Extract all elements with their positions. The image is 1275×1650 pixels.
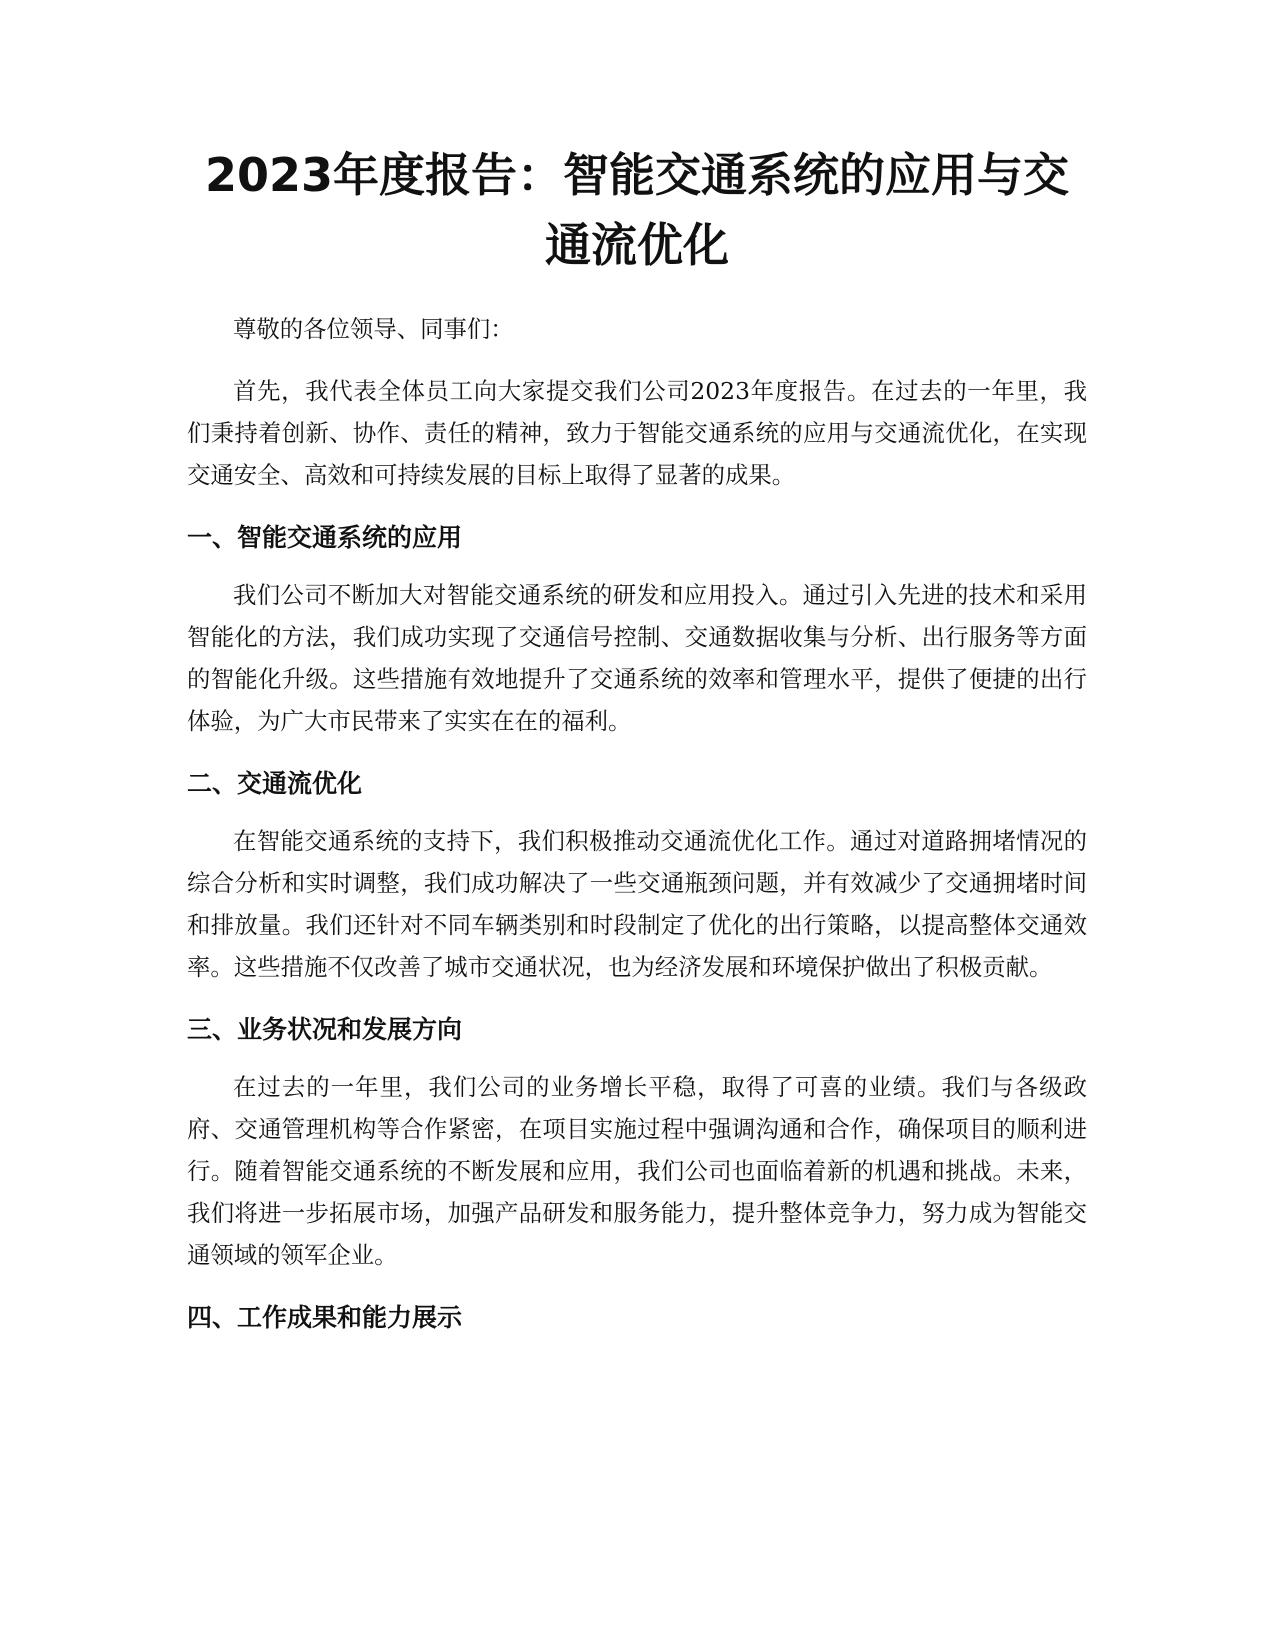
section-heading-1: 一、智能交通系统的应用 bbox=[187, 523, 463, 552]
document-body bbox=[187, 140, 1087, 1354]
salutation: 尊敬的各位领导、同事们： bbox=[233, 315, 514, 343]
intro-paragraph: 首先，我代表全体员工向大家提交我们公司2023年度报告。在过去的一年里，我们秉持着创新、协作、责任的精神，致力于智能交通系统的应用与交通流优化，在实现交通安全、高效和可持续发展的目标上取得了显著的成果。 bbox=[187, 377, 1087, 489]
section-paragraph-2: 在智能交通系统的支持下，我们积极推动交通流优化工作。通过对道路拥堵情况的综合分析和实时调整，我们成功解决了一些交通瓶颈问题，并有效减少了交通拥堵时间和排放量。我们还针对不同车辆类别和时段制定了优化的出行策略，以提高整体交通效率。这些措施不仅改善了城市交通状况，也为经济发展和环境保护做出了积极贡献。 bbox=[187, 827, 1087, 981]
section-heading-3: 三、业务状况和发展方向 bbox=[187, 1015, 463, 1044]
section-heading-2: 二、交通流优化 bbox=[187, 769, 363, 798]
section-paragraph-1: 我们公司不断加大对智能交通系统的研发和应用投入。通过引入先进的技术和采用智能化的方法，我们成功实现了交通信号控制、交通数据收集与分析、出行服务等方面的智能化升级。这些措施有效地提升了交通系统的效率和管理水平，提供了便捷的出行体验，为广大市民带来了实实在在的福利。 bbox=[187, 581, 1087, 735]
section-paragraph-3: 在过去的一年里，我们公司的业务增长平稳，取得了可喜的业绩。我们与各级政府、交通管理机构等合作紧密，在项目实施过程中强调沟通和合作，确保项目的顺利进行。随着智能交通系统的不断发展和应用，我们公司也面临着新的机遇和挑战。未来，我们将进一步拓展市场，加强产品研发和服务能力，提升整体竞争力，努力成为智能交通领域的领军企业。 bbox=[187, 1073, 1087, 1269]
document-title: 2023年度报告：智能交通系统的应用与交通流优化 bbox=[204, 148, 1070, 272]
section-heading-4: 四、工作成果和能力展示 bbox=[187, 1303, 463, 1332]
